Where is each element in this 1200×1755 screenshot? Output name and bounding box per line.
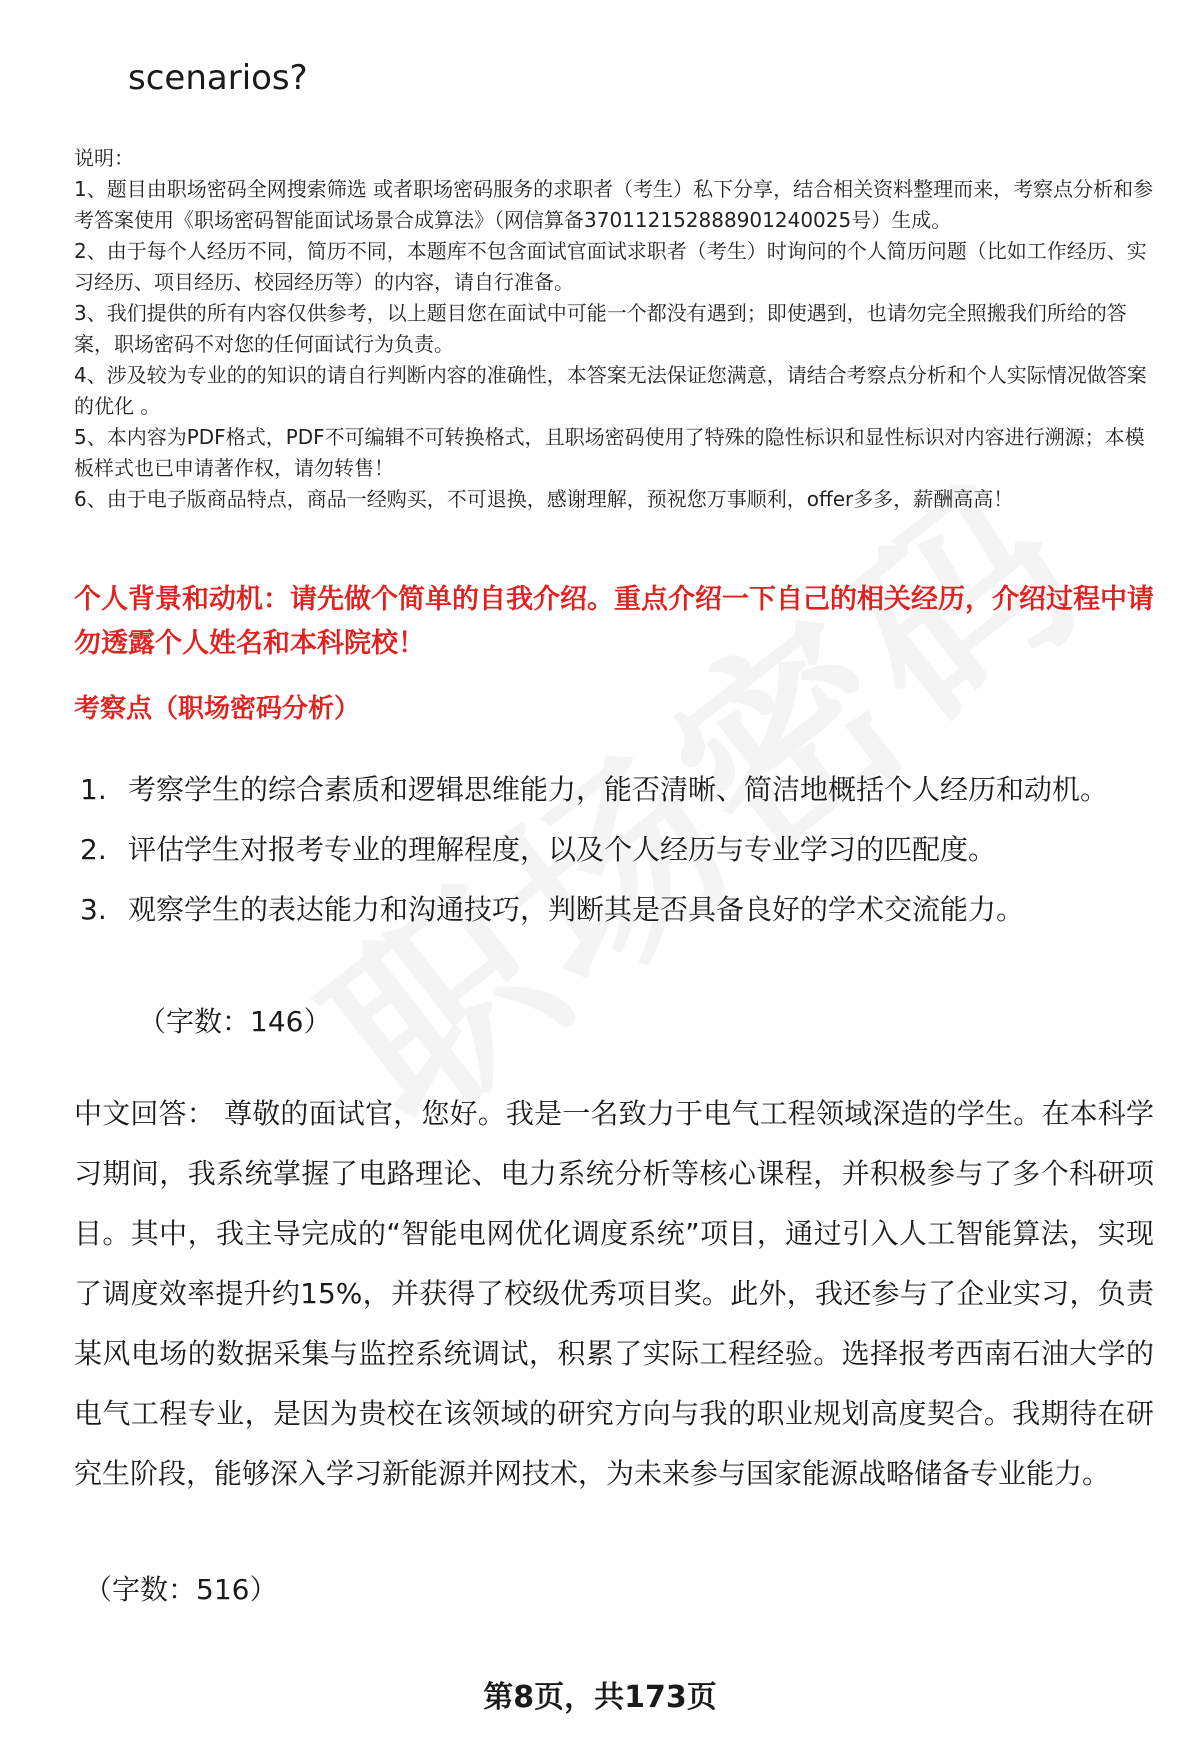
note-item: 5、本内容为PDF格式，PDF不可编辑不可转换格式，且职场密码使用了特殊的隐性标识和显性标识对内容进行溯源；本模板样式也已申请著作权，请勿转售！ <box>74 425 1145 480</box>
analysis-points <box>80 760 1140 940</box>
notes-heading: 说明： <box>74 146 134 170</box>
note-item: 2、由于每个人经历不同，简历不同，本题库不包含面试官面试求职者（考生）时询问的个人简历问题（比如工作经历、实习经历、项目经历、校园经历等）的内容，请自行准备。 <box>74 239 1147 294</box>
answer-word-count: （字数：516） <box>84 1573 278 1606</box>
disclaimer-notes <box>74 143 1154 515</box>
answer-text: 中文回答： 尊敬的面试官，您好。我是一名致力于电气工程领域深造的学生。在本科学习期间，我系统掌握了电路理论、电力系统分析等核心课程，并积极参与了多个科研项目。其中，我主导完成的“智能电网优化调度系统”项目，通过引入人工智能算法，实现了调度效率提升约15%，并获得了校级优秀项目奖。此外，我还参与了企业实习，负责某风电场的数据采集与监控系统调试，积累了实际工程经验。选择报考西南石油大学的电气工程专业，是因为贵校在该领域的研究方向与我的职业规划高度契合。我期待在研究生阶段，能够深入学习新能源并网技术，为未来参与国家能源战略储备专业能力。 <box>74 1097 1154 1490</box>
list-text: 考察学生的综合素质和逻辑思维能力，能否清晰、简洁地概括个人经历和动机。 <box>128 773 1109 806</box>
analysis-title: 考察点（职场密码分析） <box>74 694 361 724</box>
note-item: 4、涉及较为专业的的知识的请自行判断内容的准确性，本答案无法保证您满意，请结合考察点分析和个人实际情况做答案的优化 。 <box>74 363 1147 418</box>
note-item: 1、题目由职场密码全网搜索筛选 或者职场密码服务的求职者（考生）私下分享，结合相关资料整理而来，考察点分析和参考答案使用《职场密码智能面试场景合成算法》（网信算备370112152888901240025号）生成。 <box>74 177 1154 232</box>
list-number: 2. <box>80 833 107 866</box>
continuation-text: scenarios? <box>128 58 308 98</box>
list-item <box>80 760 1140 820</box>
note-item: 6、由于电子版商品特点，商品一经购买，不可退换，感谢理解，预祝您万事顺利，offer多多，薪酬高高！ <box>74 487 1014 511</box>
question-heading: 个人背景和动机：请先做个简单的自我介绍。重点介绍一下自己的相关经历，介绍过程中请勿透露个人姓名和本科院校！ <box>74 584 1154 659</box>
list-text: 观察学生的表达能力和沟通技巧，判断其是否具备良好的学术交流能力。 <box>128 893 1025 926</box>
list-item <box>80 820 1140 880</box>
list-text: 评估学生对报考专业的理解程度，以及个人经历与专业学习的匹配度。 <box>128 833 997 866</box>
note-item: 3、我们提供的所有内容仅供参考，以上题目您在面试中可能一个都没有遇到；即使遇到，也请勿完全照搬我们所给的答案，职场密码不对您的任何面试行为负责。 <box>74 301 1127 356</box>
list-number: 1. <box>80 773 107 806</box>
analysis-word-count: （字数：146） <box>138 1005 332 1038</box>
list-item <box>80 880 1140 940</box>
list-number: 3. <box>80 893 107 926</box>
page-number: 第8页，共173页 <box>483 1680 717 1715</box>
